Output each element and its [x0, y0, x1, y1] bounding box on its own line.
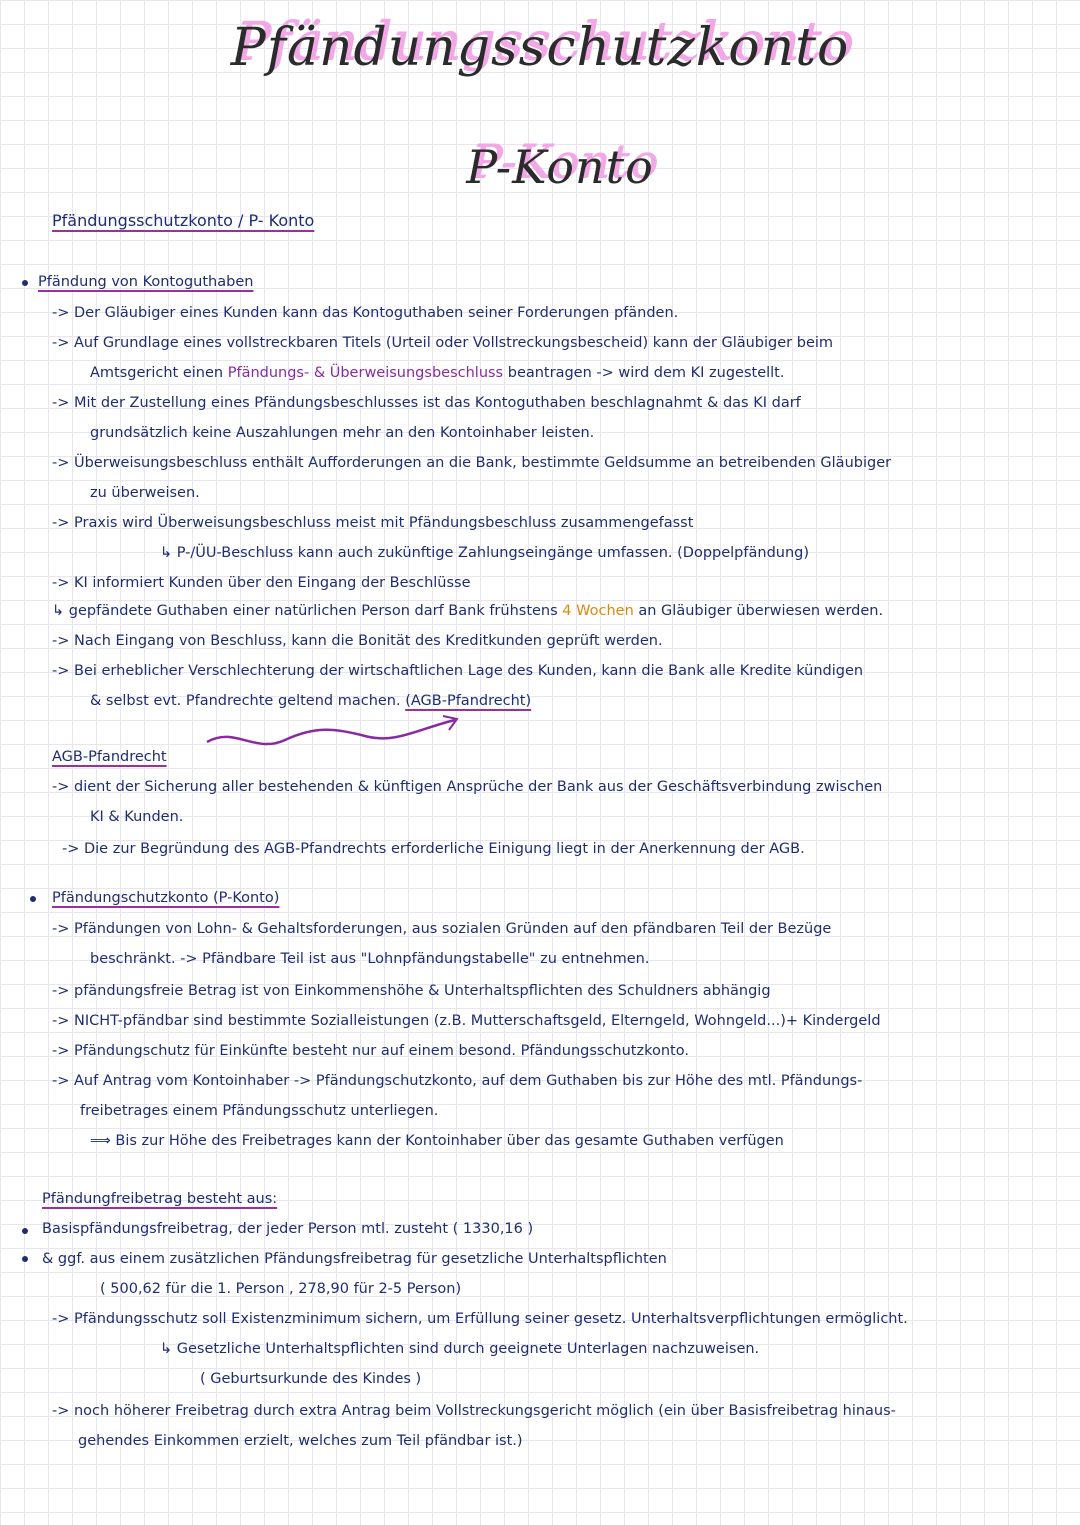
s2-line: -> dient der Sicherung aller bestehenden & künftigen Ansprüche der Bank aus der Geschäftsverbindung zwischen [52, 779, 883, 795]
s1-line: -> Der Gläubiger eines Kunden kann das Kontoguthaben seiner Forderungen pfänden. [52, 305, 679, 321]
s1-line: zu überweisen. [90, 485, 200, 501]
s1-line: -> KI informiert Kunden über den Eingang der Beschlüsse [52, 575, 471, 591]
s1-line-part: ↳ gepfändete Guthaben einer natürlichen Person darf Bank frühstens [52, 603, 563, 619]
s4-line: gehendes Einkommen erzielt, welches zum Teil pfändbar ist.) [78, 1433, 523, 1449]
s1-line: -> Auf Grundlage eines vollstreckbaren Titels (Urteil oder Vollstreckungsbescheid) kann der Gläubiger beim [52, 335, 834, 351]
bullet-dot [22, 280, 28, 286]
bullet-dot [22, 1228, 28, 1234]
s3-line: freibetrages einem Pfändungsschutz unterliegen. [80, 1103, 439, 1119]
s3-heading: Pfändungschutzkonto (P-Konto) [52, 890, 280, 906]
s1-highlight: Pfändungs- & Überweisungsbeschluss [227, 365, 504, 381]
s1-line: -> Mit der Zustellung eines Pfändungsbeschlusses ist das Kontoguthaben beschlagnahmt & das KI darf [52, 395, 801, 411]
s2-line: KI & Kunden. [90, 809, 184, 825]
s3-line: -> Pfändungen von Lohn- & Gehaltsforderungen, aus sozialen Gründen auf den pfändbaren Teil der Bezüge [52, 921, 832, 937]
s1-line-part: an Gläubiger überwiesen werden. [633, 603, 884, 619]
s1-line: -> Praxis wird Überweisungsbeschluss meist mit Pfändungsbeschluss zusammengefasst [52, 515, 694, 531]
s4-line: Basispfändungsfreibetrag, der jeder Person mtl. zusteht ( 1330,16 ) [42, 1221, 534, 1237]
page-title: Pfändungsschutzkonto [230, 18, 850, 78]
s2-line: -> Die zur Begründung des AGB-Pfandrechts erforderliche Einigung liegt in der Anerkennung der AGB. [62, 841, 805, 857]
s1-line-part: Amtsgericht einen [90, 365, 228, 381]
s1-line: ↳ P-/ÜU-Beschluss kann auch zukünftige Zahlungseingänge umfassen. (Doppelpfändung) [160, 545, 810, 561]
s1-line: -> Nach Eingang von Beschluss, kann die Bonität des Kreditkunden geprüft werden. [52, 633, 663, 649]
s1-highlight-weeks: 4 Wochen [562, 603, 634, 619]
s1-agb-ref: (AGB-Pfandrecht) [405, 693, 532, 709]
s1-line: grundsätzlich keine Auszahlungen mehr an den Kontoinhaber leisten. [90, 425, 595, 441]
s3-line: -> Auf Antrag vom Kontoinhaber -> Pfändungschutzkonto, auf dem Guthaben bis zur Höhe des mtl. Pfändungs- [52, 1073, 863, 1089]
s3-line: -> pfändungsfreie Betrag ist von Einkommenshöhe & Unterhaltspflichten des Schuldners abhängig [52, 983, 771, 999]
s3-line: -> NICHT-pfändbar sind bestimmte Sozialleistungen (z.B. Mutterschaftsgeld, Elterngeld, Wohngeld...)+ Kindergeld [52, 1013, 881, 1029]
s1-line: -> Bei erheblicher Verschlechterung der wirtschaftlichen Lage des Kunden, kann die Bank alle Kredite kündigen [52, 663, 864, 679]
s4-line: & ggf. aus einem zusätzlichen Pfändungsfreibetrag für gesetzliche Unterhaltspflichten [42, 1251, 667, 1267]
s1-line: -> Überweisungsbeschluss enthält Aufforderungen an die Bank, bestimmte Geldsumme an betreibenden Gläubiger [52, 455, 892, 471]
s3-line: ⟹ Bis zur Höhe des Freibetrages kann der Kontoinhaber über das gesamte Guthaben verfügen [90, 1133, 784, 1149]
arrow-squiggle [205, 706, 465, 766]
s4-line: ↳ Gesetzliche Unterhaltspflichten sind durch geeignete Unterlagen nachzuweisen. [160, 1341, 760, 1357]
s4-heading: Pfändungfreibetrag besteht aus: [42, 1191, 278, 1207]
s3-line: -> Pfändungschutz für Einkünfte besteht nur auf einem besond. Pfändungsschutzkonto. [52, 1043, 689, 1059]
s1-line [90, 364, 784, 382]
bullet-dot [22, 1256, 28, 1262]
s4-line: ( Geburtsurkunde des Kindes ) [200, 1371, 422, 1387]
s2-heading: AGB-Pfandrecht [52, 749, 167, 765]
s1-line-part: beantragen -> wird dem KI zugestellt. [503, 365, 785, 381]
s4-line: -> noch höherer Freibetrag durch extra Antrag beim Vollstreckungsgericht möglich (ein über Basisfreibetrag hinaus- [52, 1403, 896, 1419]
s4-line: -> Pfändungsschutz soll Existenzminimum sichern, um Erfüllung seiner gesetz. Unterhaltsverpflichtungen ermöglicht. [52, 1311, 908, 1327]
section-heading: Pfändungsschutzkonto / P- Konto [52, 211, 315, 230]
s3-line: beschränkt. -> Pfändbare Teil ist aus "Lohnpfändungstabelle" zu entnehmen. [90, 951, 650, 967]
s1-line-part: & selbst evt. Pfandrechte geltend machen. [90, 693, 406, 709]
bullet-dot [30, 896, 36, 902]
page-subtitle: P-Konto [466, 140, 654, 194]
s4-line: ( 500,62 für die 1. Person , 278,90 für 2-5 Person) [100, 1281, 462, 1297]
s1-heading: Pfändung von Kontoguthaben [38, 274, 254, 290]
s1-line [52, 602, 883, 620]
